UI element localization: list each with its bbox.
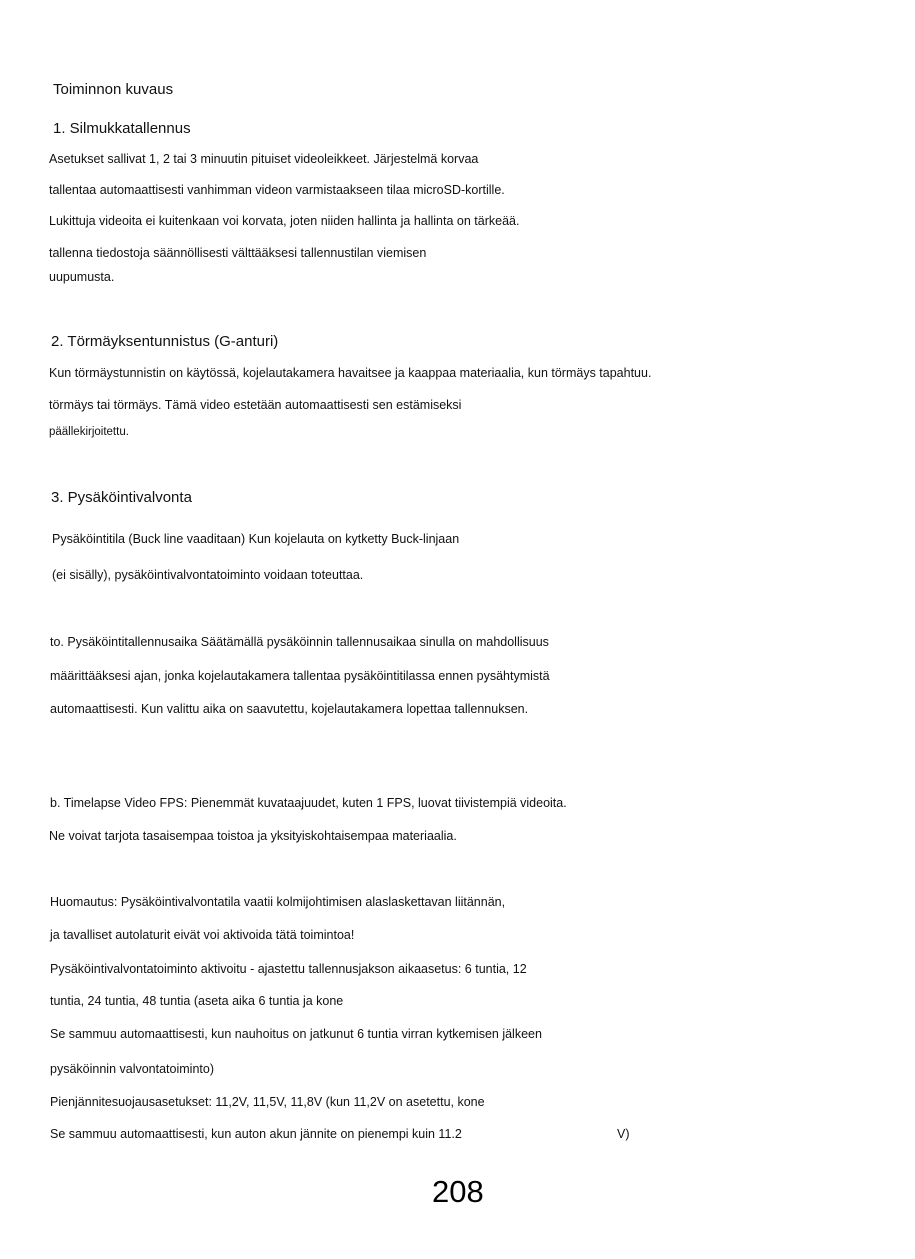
note-line: Pienjännitesuojausasetukset: 11,2V, 11,5V, 11,8V (kun 11,2V on asetettu, kone <box>50 1095 485 1109</box>
note-line: Huomautus: Pysäköintivalvontatila vaatii kolmijohtimisen alaslaskettavan liitännän, <box>50 895 506 909</box>
section-1-line: tallenna tiedostoja säännöllisesti välttääksesi tallennustilan viemisen <box>49 246 427 260</box>
section-3-part-a-line: automaattisesti. Kun valittu aika on saavutettu, kojelautakamera lopettaa tallennuksen. <box>50 702 529 716</box>
section-1-line: Lukittuja videoita ei kuitenkaan voi korvata, joten niiden hallinta ja hallinta on tärkeää. <box>49 214 520 228</box>
note-line: Se sammuu automaattisesti, kun auton akun jännite on pienempi kuin 11.2 <box>50 1127 462 1141</box>
section-2-line: päällekirjoitettu. <box>49 426 129 438</box>
section-3-title: 3. Pysäköintivalvonta <box>51 489 192 506</box>
section-1-line: uupumusta. <box>49 270 115 284</box>
page-heading: Toiminnon kuvaus <box>53 81 174 98</box>
section-3-part-a-line: määrittääksesi ajan, jonka kojelautakamera tallentaa pysäköintitilassa ennen pysähtymistä <box>50 669 550 683</box>
section-1-line: tallentaa automaattisesti vanhimman videon varmistaakseen tilaa microSD-kortille. <box>49 183 505 197</box>
section-1-title: 1. Silmukkatallennus <box>53 120 191 137</box>
section-3-part-b-line: Ne voivat tarjota tasaisempaa toistoa ja yksityiskohtaisempaa materiaalia. <box>49 829 457 843</box>
section-1-line: Asetukset sallivat 1, 2 tai 3 minuutin pituiset videoleikkeet. Järjestelmä korvaa <box>49 152 479 166</box>
section-2-line: törmäys tai törmäys. Tämä video estetään automaattisesti sen estämiseksi <box>49 398 462 412</box>
section-3-intro-line: (ei sisälly), pysäköintivalvontatoiminto voidaan toteuttaa. <box>52 568 364 582</box>
section-3-part-b-line: b. Timelapse Video FPS: Pienemmät kuvataajuudet, kuten 1 FPS, luovat tiivistempiä videoita. <box>50 796 567 810</box>
note-line: Pysäköintivalvontatoiminto aktivoitu - ajastettu tallennusjakson aikaasetus: 6 tuntia, 12 <box>50 962 527 976</box>
page-number: 208 <box>432 1174 484 1209</box>
section-2-line: Kun törmäystunnistin on käytössä, kojelautakamera havaitsee ja kaappaa materiaalia, kun törmäys tapahtuu. <box>49 366 652 380</box>
note-line: ja tavalliset autolaturit eivät voi aktivoida tätä toimintoa! <box>50 928 355 942</box>
note-line: Se sammuu automaattisesti, kun nauhoitus on jatkunut 6 tuntia virran kytkemisen jälkeen <box>50 1027 542 1041</box>
section-3-intro-line: Pysäköintitila (Buck line vaaditaan) Kun kojelauta on kytketty Buck-linjaan <box>52 532 460 546</box>
note-line: tuntia, 24 tuntia, 48 tuntia (aseta aika 6 tuntia ja kone <box>50 994 344 1008</box>
section-2-title: 2. Törmäyksentunnistus (G-anturi) <box>51 333 279 350</box>
note-line-tail: V) <box>617 1127 630 1141</box>
section-3-part-a-line: to. Pysäköintitallennusaika Säätämällä pysäköinnin tallennusaikaa sinulla on mahdollisuus <box>50 635 549 649</box>
note-line: pysäköinnin valvontatoiminto) <box>50 1062 214 1076</box>
